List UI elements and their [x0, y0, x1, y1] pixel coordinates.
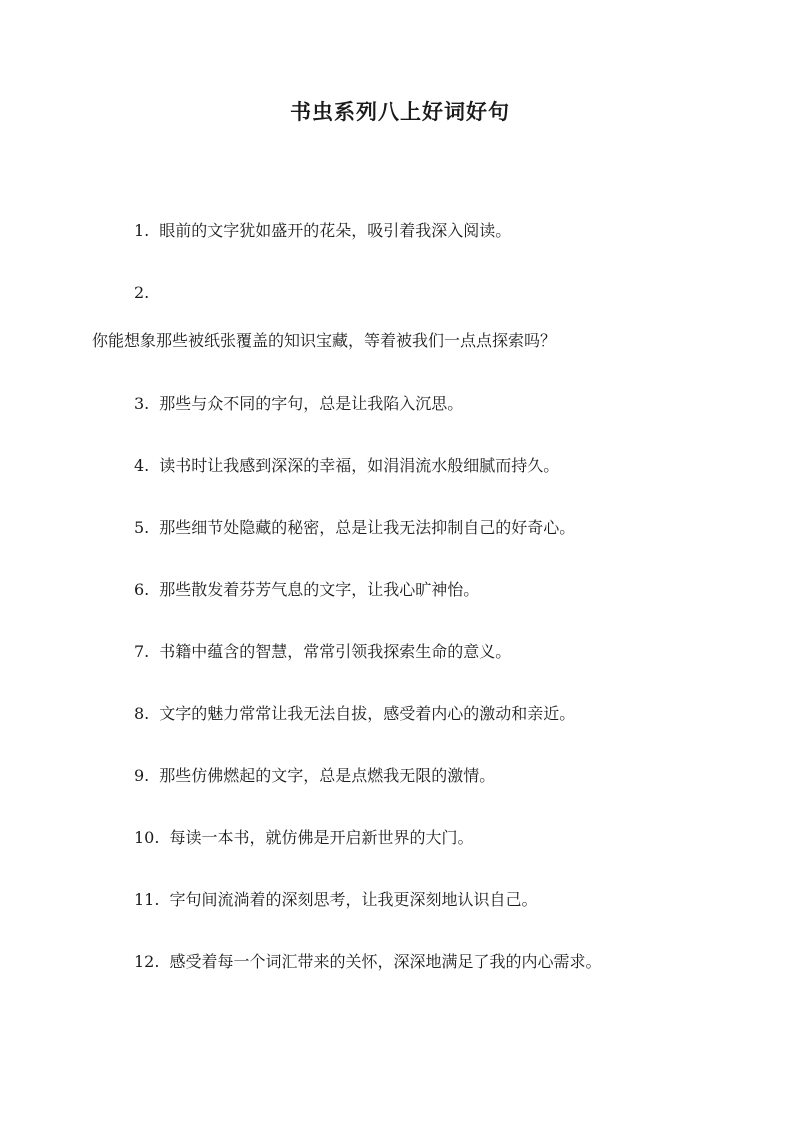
item-number: 7.	[134, 642, 150, 661]
item-number: 9.	[134, 766, 150, 785]
list-item	[134, 641, 511, 663]
item-number: 11.	[134, 890, 160, 909]
item-text: 文字的魅力常常让我无法自拔，感受着内心的激动和亲近。	[159, 704, 576, 723]
item-text: 每读一本书，就仿佛是开启新世界的大门。	[169, 828, 474, 847]
item-number: 4.	[134, 456, 150, 475]
list-item	[134, 765, 495, 787]
item-text: 那些仿佛燃起的文字，总是点燃我无限的激情。	[159, 766, 496, 785]
page-title: 书虫系列八上好词好句	[290, 99, 510, 124]
item-text: 那些与众不同的字句，总是让我陷入沉思。	[159, 394, 464, 413]
item-text: 书籍中蕴含的智慧，常常引领我探索生命的意义。	[159, 642, 512, 661]
item-text: 眼前的文字犹如盛开的花朵，吸引着我深入阅读。	[159, 221, 512, 240]
item-number: 1.	[134, 221, 150, 240]
list-item	[134, 703, 575, 725]
list-item	[134, 220, 511, 242]
item-text: 那些细节处隐藏的秘密，总是让我无法抑制自己的好奇心。	[159, 518, 576, 537]
list-item	[134, 951, 601, 973]
list-item	[134, 393, 463, 415]
item-text: 感受着每一个词汇带来的关怀，深深地满足了我的内心需求。	[169, 952, 602, 971]
item-text: 字句间流淌着的深刻思考，让我更深刻地认识自己。	[169, 890, 538, 909]
list-item	[134, 827, 473, 849]
item-number: 12.	[134, 952, 160, 971]
item-number: 10.	[134, 828, 160, 847]
item-text: 那些散发着芬芳气息的文字，让我心旷神怡。	[159, 580, 480, 599]
item-text: 读书时让我感到深深的幸福，如涓涓流水般细腻而持久。	[159, 456, 560, 475]
item-number: 2.	[134, 283, 150, 302]
list-item	[134, 455, 559, 477]
list-item	[134, 517, 575, 539]
item-number: 6.	[134, 580, 150, 599]
list-item	[134, 889, 537, 911]
list-item	[134, 579, 479, 601]
item-text: 你能想象那些被纸张覆盖的知识宝藏，等着被我们一点点探索吗？	[92, 331, 557, 350]
item-number: 5.	[134, 518, 150, 537]
item-number: 8.	[134, 704, 150, 723]
item-number: 3.	[134, 394, 150, 413]
